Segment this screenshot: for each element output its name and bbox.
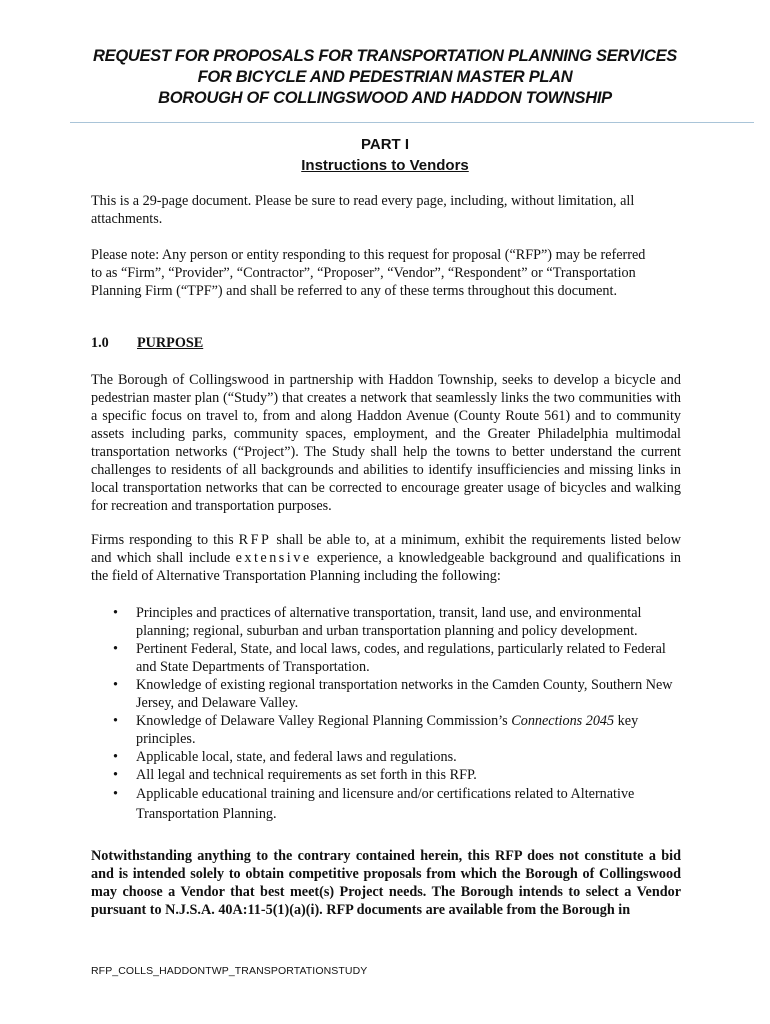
page-footer: RFP_COLLS_HADDONTWP_TRANSPORTATIONSTUDY (91, 965, 368, 977)
header-divider (70, 122, 754, 123)
list-item (91, 640, 681, 676)
part-label: PART I (360, 136, 410, 153)
list-item-text: Knowledge of existing regional transportation networks in the Camden County, Southern New Jersey, and Delaware Valley. (136, 677, 673, 711)
notice-paragraph: Notwithstanding anything to the contrary contained herein, this RFP does not constitute a bid and is intended solely to obtain competitive proposals from which the Borough of Collingswood may choose a Vendor that best meet(s) Project needs. The Borough intends to select a Vendor pursuant to N.J.S.A. 40A:11-5(1)(a)(i). RFP documents are available from the Borough in (91, 848, 681, 918)
title-line-3: BOROUGH OF COLLINGSWOOD AND HADDON TOWNSHIP (158, 89, 612, 107)
list-item-text: Principles and practices of alternative transportation, transit, land use, and environmental planning; regional, suburban and urban transportation planning and policy development. (136, 605, 642, 639)
requirements-text-1: Firms responding to this (91, 532, 239, 548)
requirements-list (91, 604, 681, 824)
bullet-icon: • (113, 749, 118, 765)
bullet-icon: • (113, 641, 118, 657)
bullet-icon: • (113, 677, 118, 693)
bullet-icon: • (113, 605, 118, 621)
bullet-icon: • (113, 713, 118, 729)
requirements-extensive: extensive (235, 550, 312, 566)
list-item-text: Knowledge of Delaware Valley Regional Planning Commission’s (136, 713, 512, 729)
title-line-1: REQUEST FOR PROPOSALS FOR TRANSPORTATION PLANNING SERVICES (93, 47, 677, 65)
section-heading (91, 334, 203, 352)
section-title: PURPOSE (137, 335, 204, 351)
intro-paragraph-1: This is a 29-page document. Please be sure to read every page, including, without limitation, all attachments. (91, 193, 635, 227)
list-item (91, 784, 681, 824)
list-item-text: key principles. (136, 713, 639, 747)
bullet-icon: • (113, 767, 118, 783)
requirements-rfp: RFP (238, 532, 272, 548)
part-subtitle: Instructions to Vendors (301, 157, 469, 174)
connections-2045-title: Connections 2045 (511, 713, 615, 729)
intro-paragraph-2: Please note: Any person or entity responding to this request for proposal (“RFP”) may be referred to as “Firm”, “Provider”, “Contractor”, “Proposer”, “Vendor”, “Respondent” or “Transportation Planning Firm (“TPF”) and shall be referred to any of these terms throughout this document. (91, 247, 646, 299)
list-item-text: Applicable educational training and licensure and/or certifications related to Alternative Transportation Planning. (136, 786, 635, 822)
part-heading (0, 134, 770, 176)
section-number: 1.0 (91, 335, 109, 351)
document-title (0, 46, 770, 109)
requirements-text-3: experience, a knowledgeable background and qualifications in the field of Alternative Transportation Planning including the following: (91, 550, 681, 584)
list-item-text: Applicable local, state, and federal laws and regulations. (136, 749, 457, 765)
list-item (91, 604, 681, 640)
list-item (91, 676, 681, 712)
list-item-text: Pertinent Federal, State, and local laws, codes, and regulations, particularly related to Federal and State Departments of Transportation. (136, 641, 666, 675)
title-line-2: FOR BICYCLE AND PEDESTRIAN MASTER PLAN (197, 68, 573, 86)
purpose-paragraph: The Borough of Collingswood in partnership with Haddon Township, seeks to develop a bicycle and pedestrian master plan (“Study”) that creates a network that seamlessly links the two communities with a specific focus on travel to, from and along Haddon Avenue (County Route 561) and to community assets including parks, community spaces, employment, and the Greater Philadelphia multimodal transportation networks (“Project”). The Study shall help the towns to better understand the current challenges to residents of all backgrounds and abilities to identify insufficiencies and missing links in local transportation networks that can be corrected to encourage greater usage of bicycles and walking for recreation and transportation purposes. (91, 372, 681, 514)
bullet-icon: • (113, 786, 118, 802)
requirements-text-2: shall be able to, at a minimum, exhibit the requirements listed below and which shall include (91, 532, 681, 566)
list-item (91, 748, 681, 766)
list-item (91, 766, 681, 784)
list-item (91, 712, 681, 748)
list-item-text: All legal and technical requirements as set forth in this RFP. (136, 767, 477, 783)
requirements-paragraph (91, 531, 681, 585)
